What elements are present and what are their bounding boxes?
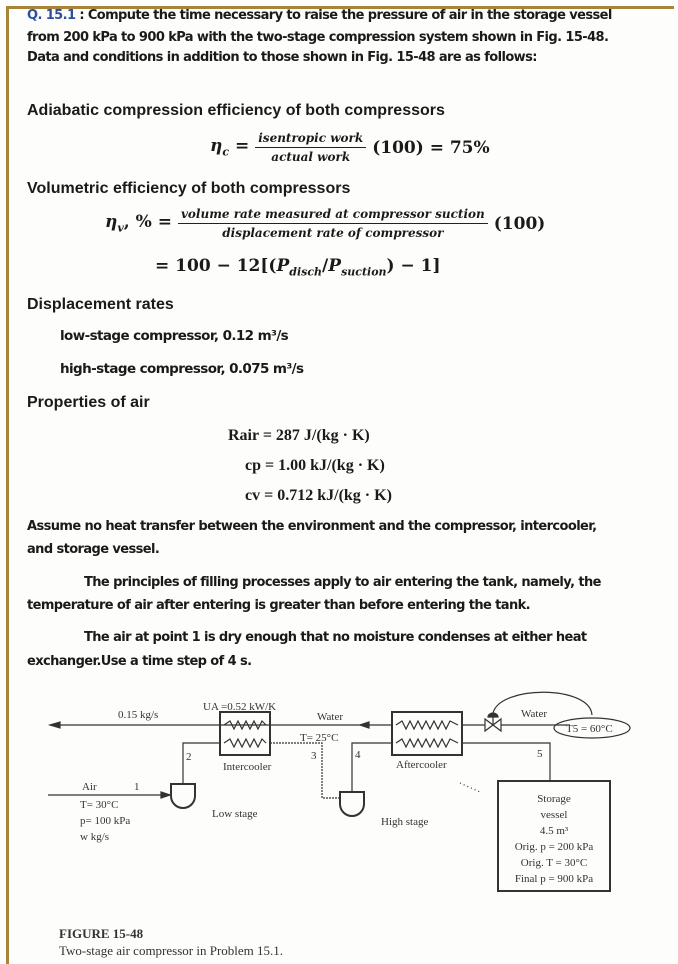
sub-disch: disch [289,265,323,279]
figure-caption-title: FIGURE 15-48 [59,926,144,941]
adiabatic-equation [210,131,490,164]
vessel-line: Orig. T = 30°C [520,857,588,869]
fraction [255,131,366,164]
water-flow-label: 0.15 kg/s [118,709,159,721]
point-1: 1 [134,781,140,793]
line-3 [270,743,340,798]
adiabatic-heading: Adiabatic compression efficiency of both compressors [27,102,445,119]
high-stage-rate: high-stage compressor, 0.075 m³/s [60,361,304,377]
water-label-2: Water [521,708,547,720]
numerator: isentropic work [255,131,366,148]
eq-part: ) − 1] [386,256,441,276]
high-stage-label: High stage [381,816,429,828]
denominator: actual work [271,150,351,164]
air-temp: T= 30°C [80,799,119,811]
eta-symbol: η [210,136,223,157]
slash: / [322,256,329,276]
point1-line-1: The air at point 1 is dry enough that no moisture condenses at either heat [84,630,587,645]
coil-icon [396,739,458,747]
r-air: Rair = 287 J/(kg · K) [228,427,370,444]
point-5: 5 [537,748,543,760]
eta-symbol: η [105,212,118,233]
rhs: (100) = 75% [372,137,490,158]
question-line-3: Data and conditions in addition to those shown in Fig. 15-48 are as follows: [27,50,537,65]
eq-part: = 100 − 12[( [155,256,277,276]
displacement-heading: Displacement rates [27,296,174,313]
question-text-1: : Compute the time necessary to raise the pressure of air in the storage vessel [75,8,612,23]
lhs-tail: , % = [123,212,172,233]
rhs: (100) [493,213,546,234]
p-disch: P [276,256,290,276]
coil-icon [396,721,458,729]
vessel-line: vessel [540,809,568,821]
aftercooler-box [392,712,462,755]
cp: cp = 1.00 kJ/(kg · K) [245,457,385,474]
vessel-line: 4.5 m³ [539,825,569,837]
fraction [178,207,488,240]
arrow-icon [50,722,60,728]
denominator: displacement rate of compressor [222,226,444,240]
volumetric-equation [105,207,545,240]
question-line-2: from 200 kPa to 900 kPa with the two-stage compression system shown in Fig. 15-48. [27,30,609,45]
water-label-1: Water [317,711,343,723]
line-2 [183,743,220,783]
point-3: 3 [311,750,317,762]
vessel-line: Storage [537,793,571,805]
high-stage-compressor [340,792,364,816]
question-label: Q. 15.1 [27,8,76,23]
vessel-line: Final p = 900 kPa [514,873,594,885]
air-label: Air [82,781,97,793]
volumetric-heading: Volumetric efficiency of both compressors [27,180,351,197]
eta-sub: c [222,145,230,159]
low-stage-rate: low-stage compressor, 0.12 m³/s [60,328,289,344]
aftercooler-label: Aftercooler [396,759,447,771]
principles-line-1: The principles of filling processes apply to air entering the tank, namely, the [84,575,601,590]
assume-line-1: Assume no heat transfer between the environment and the compressor, intercooler, [27,519,597,534]
coil-icon [224,739,266,747]
t5-label: T5 = 60°C [566,723,613,735]
volumetric-equation-2 [155,256,441,278]
numerator: volume rate measured at compressor suction [178,207,488,224]
air-pressure: p= 100 kPa [80,815,131,827]
principles-line-2: temperature of air after entering is greater than before entering the tank. [27,598,531,613]
air-flow: w kg/s [80,831,110,843]
ua-label: UA =0.52 kW/K [203,701,277,713]
cv: cv = 0.712 kJ/(kg · K) [245,487,392,504]
sub-suction: suction [341,265,387,279]
figure-caption: Two-stage air compressor in Problem 15.1. [59,943,284,958]
question-line-1 [27,8,612,23]
properties-heading: Properties of air [27,394,150,411]
low-stage-label: Low stage [212,808,258,820]
equals: = [229,136,250,157]
intercooler-box [220,712,270,755]
water-temp-label: T= 25°C [300,732,339,744]
low-stage-compressor [171,784,195,808]
point-4: 4 [355,749,361,761]
vessel-line: Orig. p = 200 kPa [514,841,594,853]
p-suction: P [328,256,342,276]
point1-line-2: exchanger.Use a time step of 4 s. [27,654,252,669]
eta-sub: v [117,221,124,235]
intercooler-label: Intercooler [223,761,272,773]
point-2: 2 [186,751,192,763]
assume-line-2: and storage vessel. [27,542,160,557]
compressor-diagram [0,680,678,920]
